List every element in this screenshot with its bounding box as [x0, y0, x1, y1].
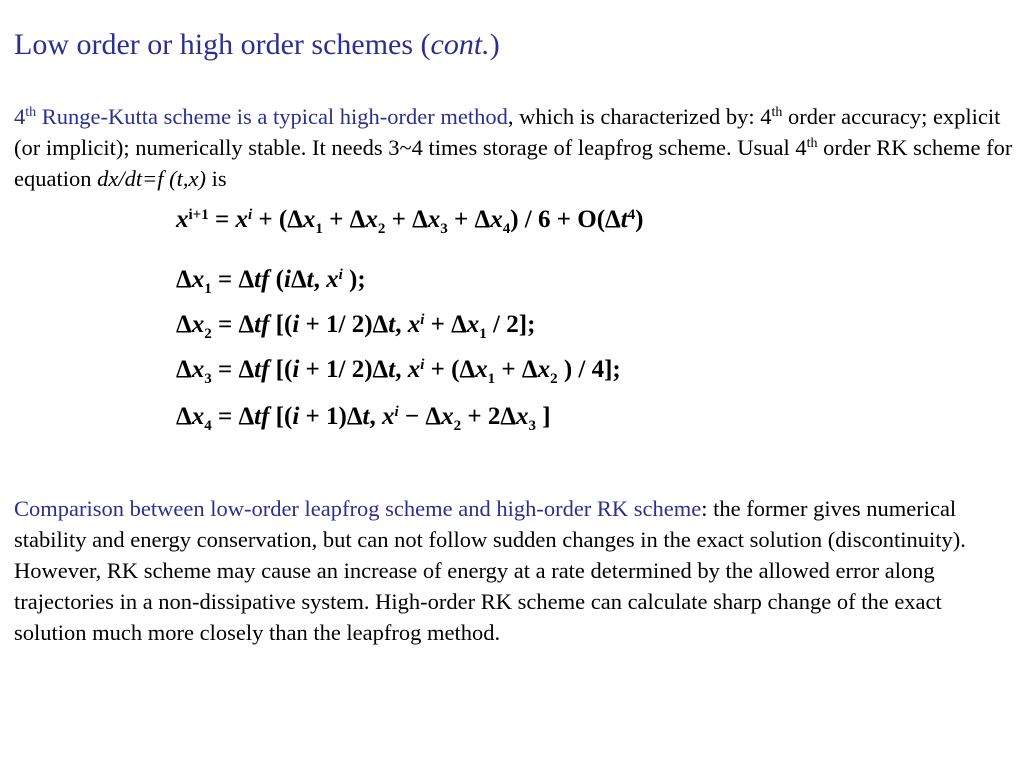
inline-ode-equation: dx/dt=f (t,x) — [97, 166, 207, 191]
rk-lead-highlight — [14, 104, 508, 129]
title-main: Low order or high order schemes ( — [14, 28, 431, 61]
rk-text-a: , which is characterized by: — [507, 104, 761, 129]
comparison-lead-highlight: Comparison between low-order leapfrog scheme and high-order RK scheme — [14, 496, 702, 521]
equation-dx4: $\Delta x_4 = \Delta tf$ [(i + 1)Δt, $x^i - \Delta x_2 + 2\Delta x_3$ ] — [176, 403, 551, 434]
comparison-body-text: : the former gives numerical stability and energy conservation, but can not follow sudden changes in the exact solution (discontinuity). However, RK scheme may cause an increase of energy at a rate determined by the allowed error along trajectories in a non-dissipative system. High-order RK scheme can calculate sharp change of the exact solution much more closely than the leapfrog method. — [14, 496, 966, 645]
equation-update: $x^{i+1} = x^i + (\Delta x_1 + \Delta x_2 + \Delta x_3 + \Delta x_4) / 6 + O(\Delta t^4)$ — [176, 206, 644, 237]
rk-text-d: is — [206, 166, 227, 191]
title-end: ) — [489, 28, 500, 61]
rk-text-b: order accuracy; explicit (or implicit); numerically stable. It needs 3~4 times storage of leapfrog scheme. Usual — [14, 104, 1001, 160]
rk-sup2: th — [771, 105, 783, 120]
rk-sup3: th — [806, 136, 818, 151]
rk-num2: 4 — [760, 104, 772, 129]
rk-lead-text: Runge-Kutta scheme is a typical high-order method — [36, 104, 508, 129]
equation-dx3: $\Delta x_3 = \Delta tf$ [(i + 1/ 2)Δt, $x^i + (\Delta x_1 + \Delta x_2$ ) / 4]; — [176, 356, 621, 387]
title-italic: cont. — [430, 28, 490, 61]
equation-dx2: $\Delta x_2 = \Delta tf$ [(i + 1/ 2)Δt, $x^i + \Delta x_1 / 2$]; — [176, 311, 536, 342]
rk-lead-sup: th — [25, 105, 37, 120]
rk-description-paragraph — [14, 101, 1014, 194]
rk-lead-num: 4 — [14, 104, 26, 129]
rk-num3: 4 — [795, 135, 807, 160]
rk-text-c: order RK scheme for equation — [14, 135, 1013, 191]
comparison-paragraph — [14, 493, 1014, 648]
equation-dx1: $\Delta x_1 = \Delta tf$ (iΔt, $x^i$ ); — [176, 266, 366, 297]
slide-title — [14, 28, 500, 62]
